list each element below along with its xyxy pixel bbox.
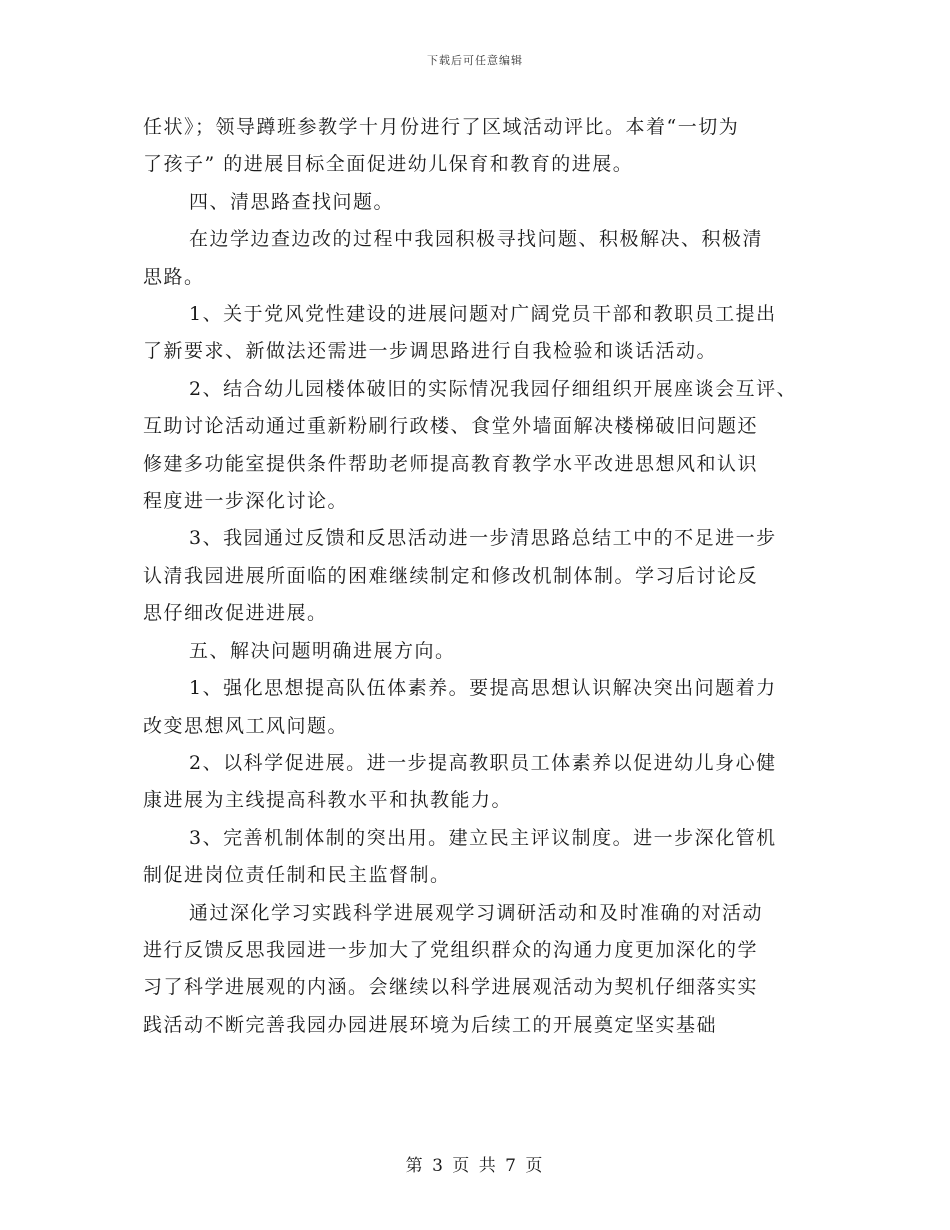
paragraph (143, 633, 823, 670)
text-line: 3、完善机制体制的突出用。建立民主评议制度。进一步深化管机 (189, 826, 777, 849)
paragraph (143, 221, 823, 296)
text-line: 思路。 (143, 265, 205, 288)
text-line: 了孩子” 的进展目标全面促进幼儿保育和教育的进展。 (143, 153, 634, 176)
text-line: 1、关于党风党性建设的进展问题对广阔党员干部和教职员工提出 (189, 303, 777, 326)
page-number-footer: 第 3 页 共 7 页 (405, 1156, 545, 1176)
page-header-note: 下载后可任意编辑 (427, 54, 523, 67)
text-line: 了新要求、新做法还需进一步调思路进行自我检验和谈话活动。 (143, 340, 718, 363)
text-line: 四、清思路查找问题。 (189, 190, 395, 213)
text-line: 程度进一步深化讨论。 (143, 490, 349, 513)
text-line: 认清我园进展所面临的困难继续制定和修改机制体制。学习后讨论反 (143, 564, 759, 587)
text-line: 互助讨论活动通过重新粉刷行政楼、食堂外墙面解决楼梯破旧问题还 (143, 415, 759, 438)
paragraph (143, 184, 823, 221)
text-line: 改变思想风工风问题。 (143, 714, 349, 737)
text-line: 在边学边查边改的过程中我园积极寻找问题、积极解决、积极清 (189, 228, 764, 251)
text-line: 习了科学进展观的内涵。会继续以科学进展观活动为契机仔细落实实 (143, 976, 759, 999)
text-line: 康进展为主线提高科教水平和执教能力。 (143, 789, 513, 812)
text-line: 制促进岗位责任制和民主监督制。 (143, 864, 451, 887)
paragraph (143, 520, 823, 632)
paragraph (143, 371, 823, 521)
text-line: 3、我园通过反馈和反思活动进一步清思路总结工中的不足进一步 (189, 527, 777, 550)
text-line: 进行反馈反思我园进一步加大了党组织群众的沟通力度更加深化的学 (143, 938, 759, 961)
document-body (143, 109, 823, 1044)
text-line: 修建多功能室提供条件帮助老师提高教育教学水平改进思想风和认识 (143, 452, 759, 475)
text-line: 思仔细改促进进展。 (143, 602, 328, 625)
text-line: 1、强化思想提高队伍体素养。要提高思想认识解决突出问题着力 (189, 677, 777, 700)
paragraph (143, 670, 823, 745)
paragraph (143, 820, 823, 895)
text-line: 践活动不断完善我园办园进展环境为后续工的开展奠定坚实基础 (143, 1013, 718, 1036)
paragraph (143, 296, 823, 371)
paragraph (143, 109, 823, 184)
paragraph (143, 895, 823, 1045)
paragraph (143, 745, 823, 820)
text-line: 2、以科学促进展。进一步提高教职员工体素养以促进幼儿身心健 (189, 751, 777, 774)
text-line: 通过深化学习实践科学进展观学习调研活动和及时准确的对活动 (189, 901, 764, 924)
text-line: 五、解决问题明确进展方向。 (189, 639, 456, 662)
text-line: 任状》；领导蹲班参教学十月份进行了区域活动评比。本着“一切为 (143, 116, 740, 138)
text-line: 2、结合幼儿园楼体破旧的实际情况我园仔细组织开展座谈会互评、 (189, 377, 798, 400)
